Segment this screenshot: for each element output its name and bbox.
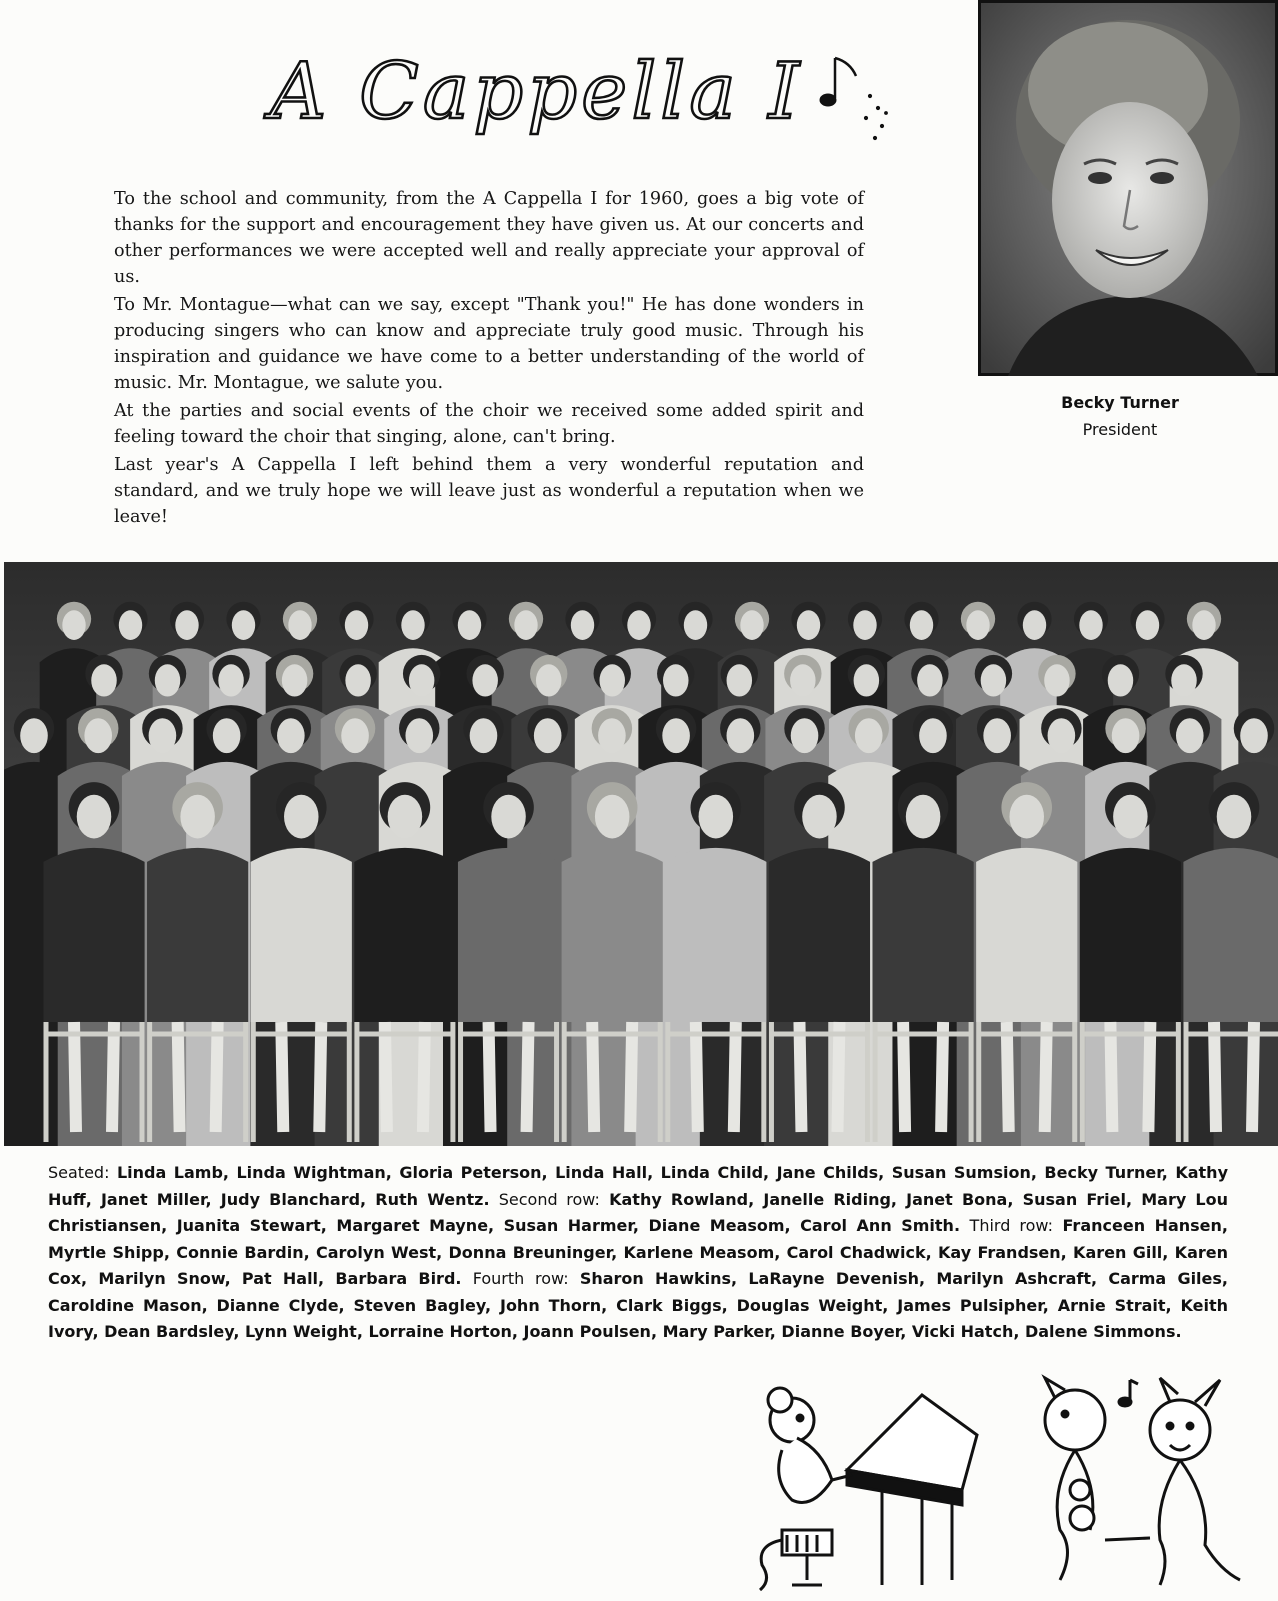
choir-member-face [388, 795, 423, 839]
choir-member-face [84, 718, 112, 753]
choir-member-face [791, 718, 819, 753]
choir-member-face [1217, 795, 1252, 839]
choir-member-face [662, 718, 690, 753]
paragraph: To the school and community, from the A Cappella I for 1960, goes a big vote of thanks for the support and encouragement they have given us. At our concerts and other performances we were accepted well and really appreciate your approval of us. [114, 189, 864, 287]
choir-member-face [910, 610, 933, 640]
choir-member-face [218, 664, 244, 696]
intro-text [114, 186, 864, 532]
choir-member-face [966, 610, 989, 640]
choir-member-face [1136, 610, 1159, 640]
choir-member-face [1108, 664, 1134, 696]
choir-member-face [180, 795, 215, 839]
portrait-role: President [1082, 420, 1158, 439]
fourth-row-names: Sharon Hawkins, LaRayne Devenish, Marilyn Ashcraft, Carma Giles, Caroldine Mason, Dianne Clyde, Steven Bagley, John Thorn, Clark Biggs, Douglas Weight, James Pulsipher, Arnie Strait, Keith Ivory, Dean Bardsley, Lynn Weight, Lorraine Horton, Joann Poulsen, Mary Parker, Dianne Boyer, Vicki Hatch, Dalene Simmons. [48, 1269, 1228, 1341]
choir-member-face [854, 664, 880, 696]
choir-member-face [155, 664, 181, 696]
choir-member-face [1171, 664, 1197, 696]
piano-mouse-cartoon [752, 1380, 982, 1595]
title-text: A Cappella I [270, 47, 804, 137]
choir-member-face [1113, 795, 1148, 839]
choir-member-face [598, 718, 626, 753]
choir-member-face [149, 718, 177, 753]
choir-member-body [354, 848, 455, 1022]
group-caption [48, 1160, 1228, 1346]
choir-member-face [853, 610, 876, 640]
singing-mice-cartoon [1020, 1370, 1250, 1595]
choir-member-face [514, 610, 537, 640]
choir-member-face [119, 610, 142, 640]
page-title [260, 18, 900, 168]
choir-member-face [1044, 664, 1070, 696]
second-row-names: Kathy Rowland, Janelle Riding, Janet Bona, Susan Friel, Mary Lou Christiansen, Juanita Stewart, Margaret Mayne, Susan Harmer, Diane Measom, Carol Ann Smith. [48, 1189, 1229, 1235]
choir-member-face [663, 664, 689, 696]
row-label: Fourth row: [472, 1269, 569, 1288]
portrait-name: Becky Turner [1061, 393, 1179, 412]
paragraph: To Mr. Montague—what can we say, except "Thank you!" He has done wonders in producing singers who can know and appreciate truly good music. Through his inspiration and guidance we have come to a better understanding of the world of music. Mr. Montague, we salute you. [114, 295, 864, 393]
choir-member-face [917, 664, 943, 696]
choir-member-face [401, 610, 424, 640]
choir-member-body [665, 848, 766, 1022]
portrait-image [978, 0, 1278, 376]
choir-member-face [491, 795, 525, 839]
choir-member-face [1009, 795, 1044, 839]
choir-member-face [1079, 610, 1102, 640]
paragraph: At the parties and social events of the choir we received some added spirit and feeling toward the choir that singing, alone, can't bring. [114, 401, 864, 447]
choir-member-body [43, 848, 144, 1022]
choir-member-body [1080, 848, 1181, 1022]
choir-member-face [288, 610, 311, 640]
choir-member-face [277, 718, 305, 753]
choir-member-face [536, 664, 562, 696]
choir-member-face [1240, 718, 1268, 753]
choir-member-face [405, 718, 433, 753]
choir-member-face [599, 664, 625, 696]
row-label: Seated: [48, 1163, 110, 1182]
choir-member-face [1048, 718, 1076, 753]
choir-member-face [91, 664, 117, 696]
choir-member-face [802, 795, 837, 839]
choir-member-face [175, 610, 198, 640]
choir-member-face [77, 795, 112, 839]
choir-member-face [470, 718, 498, 753]
choir-member-face [855, 718, 883, 753]
piano-mouse-icon [752, 1380, 982, 1595]
choir-member-face [727, 664, 753, 696]
choir-member-face [981, 664, 1007, 696]
choir-member-body [1183, 848, 1278, 1022]
third-row-names: Franceen Hansen, Myrtle Shipp, Connie Bardin, Carolyn West, Donna Breuninger, Karlene Measom, Carol Chadwick, Kay Frandsen, Karen Gill, Karen Cox, Marilyn Snow, Pat Hall, Barbara Bird. [48, 1216, 1229, 1288]
choir-member-face [699, 795, 734, 839]
choir-member-face [534, 718, 562, 753]
choir-group-photo [4, 562, 1278, 1146]
choir-member-face [282, 664, 308, 696]
row-label: Third row: [969, 1216, 1053, 1235]
choir-member-face [983, 718, 1011, 753]
music-note-icon [820, 58, 887, 140]
choir-member-body [147, 848, 248, 1022]
choir-member-face [458, 610, 481, 640]
choir-member-face [1023, 610, 1046, 640]
choir-member-face [213, 718, 241, 753]
choir-member-body [872, 848, 973, 1022]
choir-member-face [1192, 610, 1215, 640]
choir-member-face [906, 795, 941, 839]
choir-member-face [472, 664, 498, 696]
choir-member-body [562, 848, 663, 1022]
choir-member-face [627, 610, 650, 640]
singing-mice-icon [1020, 1370, 1250, 1595]
choir-member-body [251, 848, 352, 1022]
title-script [260, 18, 900, 168]
choir-member-face [409, 664, 435, 696]
seated-names: Linda Lamb, Linda Wightman, Gloria Peterson, Linda Hall, Linda Child, Jane Childs, Susan Sumsion, Becky Turner, Kathy Huff, Janet Miller, Judy Blanchard, Ruth Wentz. [48, 1163, 1228, 1209]
paragraph: Last year's A Cappella I left behind them a very wonderful reputation and standard, and we truly hope we will leave just as wonderful a reputation when we leave! [114, 455, 864, 527]
president-portrait [978, 0, 1278, 376]
choir-member-face [797, 610, 820, 640]
choir-member-face [341, 718, 369, 753]
choir-member-face [919, 718, 947, 753]
choir-member-face [595, 795, 630, 839]
choir-member-face [684, 610, 707, 640]
choir-member-face [284, 795, 319, 839]
choir-member-face [62, 610, 85, 640]
choir-member-face [345, 610, 368, 640]
choir-member-face [727, 718, 755, 753]
row-label: Second row: [498, 1189, 600, 1209]
choir-member-face [790, 664, 816, 696]
choir-member-body [976, 848, 1077, 1022]
choir-member-face [1176, 718, 1204, 753]
group-photo-image [4, 562, 1278, 1146]
choir-member-face [20, 718, 48, 753]
choir-member-face [232, 610, 255, 640]
choir-member-body [458, 848, 559, 1022]
choir-member-face [740, 610, 763, 640]
choir-member-face [571, 610, 594, 640]
choir-member-body [769, 848, 870, 1022]
choir-member-face [345, 664, 371, 696]
choir-member-face [1112, 718, 1140, 753]
